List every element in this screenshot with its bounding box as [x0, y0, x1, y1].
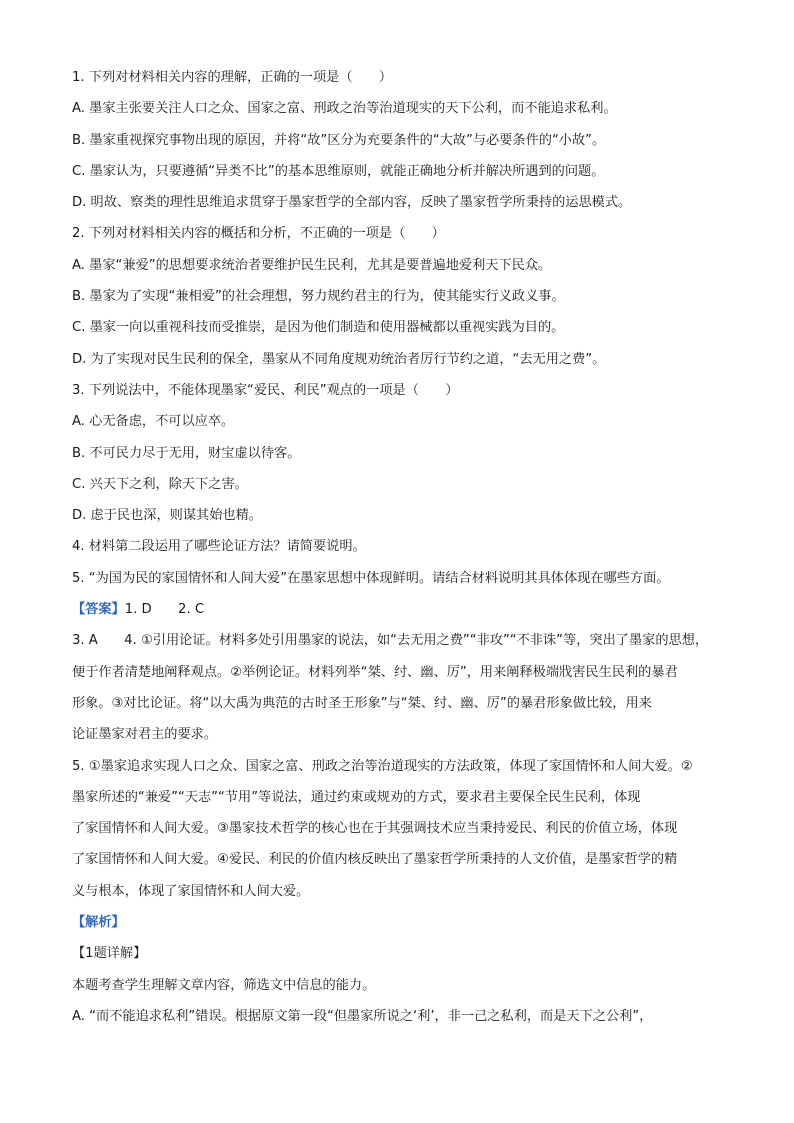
- question-3-option-a: A. 心无备虑，不可以应卒。: [72, 414, 235, 430]
- answer-4-line-3: 形象。③对比论证。将“以大禹为典范的古时圣王形象”与“桀、纣、幽、厉”的暴君形象做比较，用来: [72, 695, 652, 711]
- answer-5-line-5: 义与根本，体现了家国情怀和人间大爱。: [72, 883, 310, 899]
- answer-5-line-2: 墨家所述的“兼爱”“天志”“节用”等说法，通过约束或规劝的方式，要求君主要保全民生民利，体现: [72, 789, 641, 805]
- question-4-stem: 4. 材料第二段运用了哪些论证方法？请简要说明。: [72, 539, 366, 555]
- analysis-heading-line: [72, 907, 732, 938]
- question-1-option-d: D. 明故、察类的理性思维追求贯穿于墨家哲学的全部内容，反映了墨家哲学所秉持的运思模式。: [72, 195, 632, 211]
- question-1-option-c: C. 墨家认为，只要遵循“异类不比”的基本思维原则，就能正确地分析并解决所遇到的问题。: [72, 163, 605, 179]
- question-2-option-d: D. 为了实现对民生民利的保全，墨家从不同角度规劝统治者厉行节约之道，“去无用之费”。: [72, 351, 606, 367]
- question-3-option-d: D. 虑于民也深，则谋其始也精。: [72, 508, 262, 524]
- answer-4-line-4: 论证墨家对君主的要求。: [72, 727, 218, 743]
- analysis-subtitle: 【1题详解】: [72, 946, 147, 962]
- analysis-option-a: A. “而不能追求私利”错误。根据原文第一段“但墨家所说之‘利’，非一己之私利，而是天下之公利”，: [72, 1008, 653, 1024]
- answer-1-2: 1. D 2. C: [124, 602, 205, 618]
- answer-4-line-2: 便于作者清楚地阐释观点。②举例论证。材料列举“桀、纣、幽、厉”，用来阐释极端戕害民生民利的暴君: [72, 664, 678, 680]
- question-3-option-c: C. 兴天下之利，除天下之害。: [72, 476, 248, 492]
- question-3-option-b: B. 不可民力尽于无用，财宝虚以待客。: [72, 445, 301, 461]
- analysis-intro: 本题考查学生理解文章内容，筛选文中信息的能力。: [72, 977, 376, 993]
- question-2-option-b: B. 墨家为了实现“兼相爱”的社会理想，努力规约君主的行为，使其能实行义政义事。: [72, 289, 565, 305]
- document-content: [72, 62, 732, 1032]
- question-1-option-b: B. 墨家重视探究事物出现的原因，并将“故”区分为充要条件的“大故”与必要条件的“小故”。: [72, 132, 606, 148]
- question-2-option-c: C. 墨家一向以重视科技而受推崇，是因为他们制造和使用器械都以重视实践为目的。: [72, 320, 565, 336]
- answer-5-line-1: 5. ①墨家追求实现人口之众、国家之富、刑政之治等治道现实的方法政策，体现了家国情怀和人间大爱。②: [72, 758, 693, 774]
- answer-5-line-3: 了家国情怀和人间大爱。③墨家技术哲学的核心也在于其强调技术应当秉持爱民、利民的价值立场，体现: [72, 821, 678, 837]
- analysis-label: 【解析】: [72, 915, 125, 931]
- answer-4-line-1: 3. A 4. ①引用论证。材料多处引用墨家的说法，如“去无用之费”“非攻”“不非诛”等，突出了墨家的思想，: [72, 633, 709, 649]
- question-2-stem: 2. 下列对材料相关内容的概括和分析，不正确的一项是（ ）: [72, 226, 445, 242]
- question-3-stem: 3. 下列说法中，不能体现墨家“爱民、利民”观点的一项是（ ）: [72, 382, 459, 398]
- question-5-stem: 5. “为国为民的家国情怀和人间大爱”在墨家思想中体现鲜明。请结合材料说明其具体体现在哪些方面。: [72, 570, 670, 586]
- question-1-stem: 1. 下列对材料相关内容的理解，正确的一项是（ ）: [72, 70, 393, 85]
- answer-5-line-4: 了家国情怀和人间大爱。④爱民、利民的价值内核反映出了墨家哲学所秉持的人文价值，是墨家哲学的精: [72, 852, 678, 868]
- answer-label: 【答案】: [72, 602, 125, 618]
- answer-first-line: [72, 594, 732, 625]
- question-2-option-a: A. 墨家“兼爱”的思想要求统治者要维护民生民利，尤其是要普遍地爱利天下民众。: [72, 257, 552, 273]
- question-1-option-a: A. 墨家主张要关注人口之众、国家之富、刑政之治等治道现实的天下公利，而不能追求私利。: [72, 101, 617, 117]
